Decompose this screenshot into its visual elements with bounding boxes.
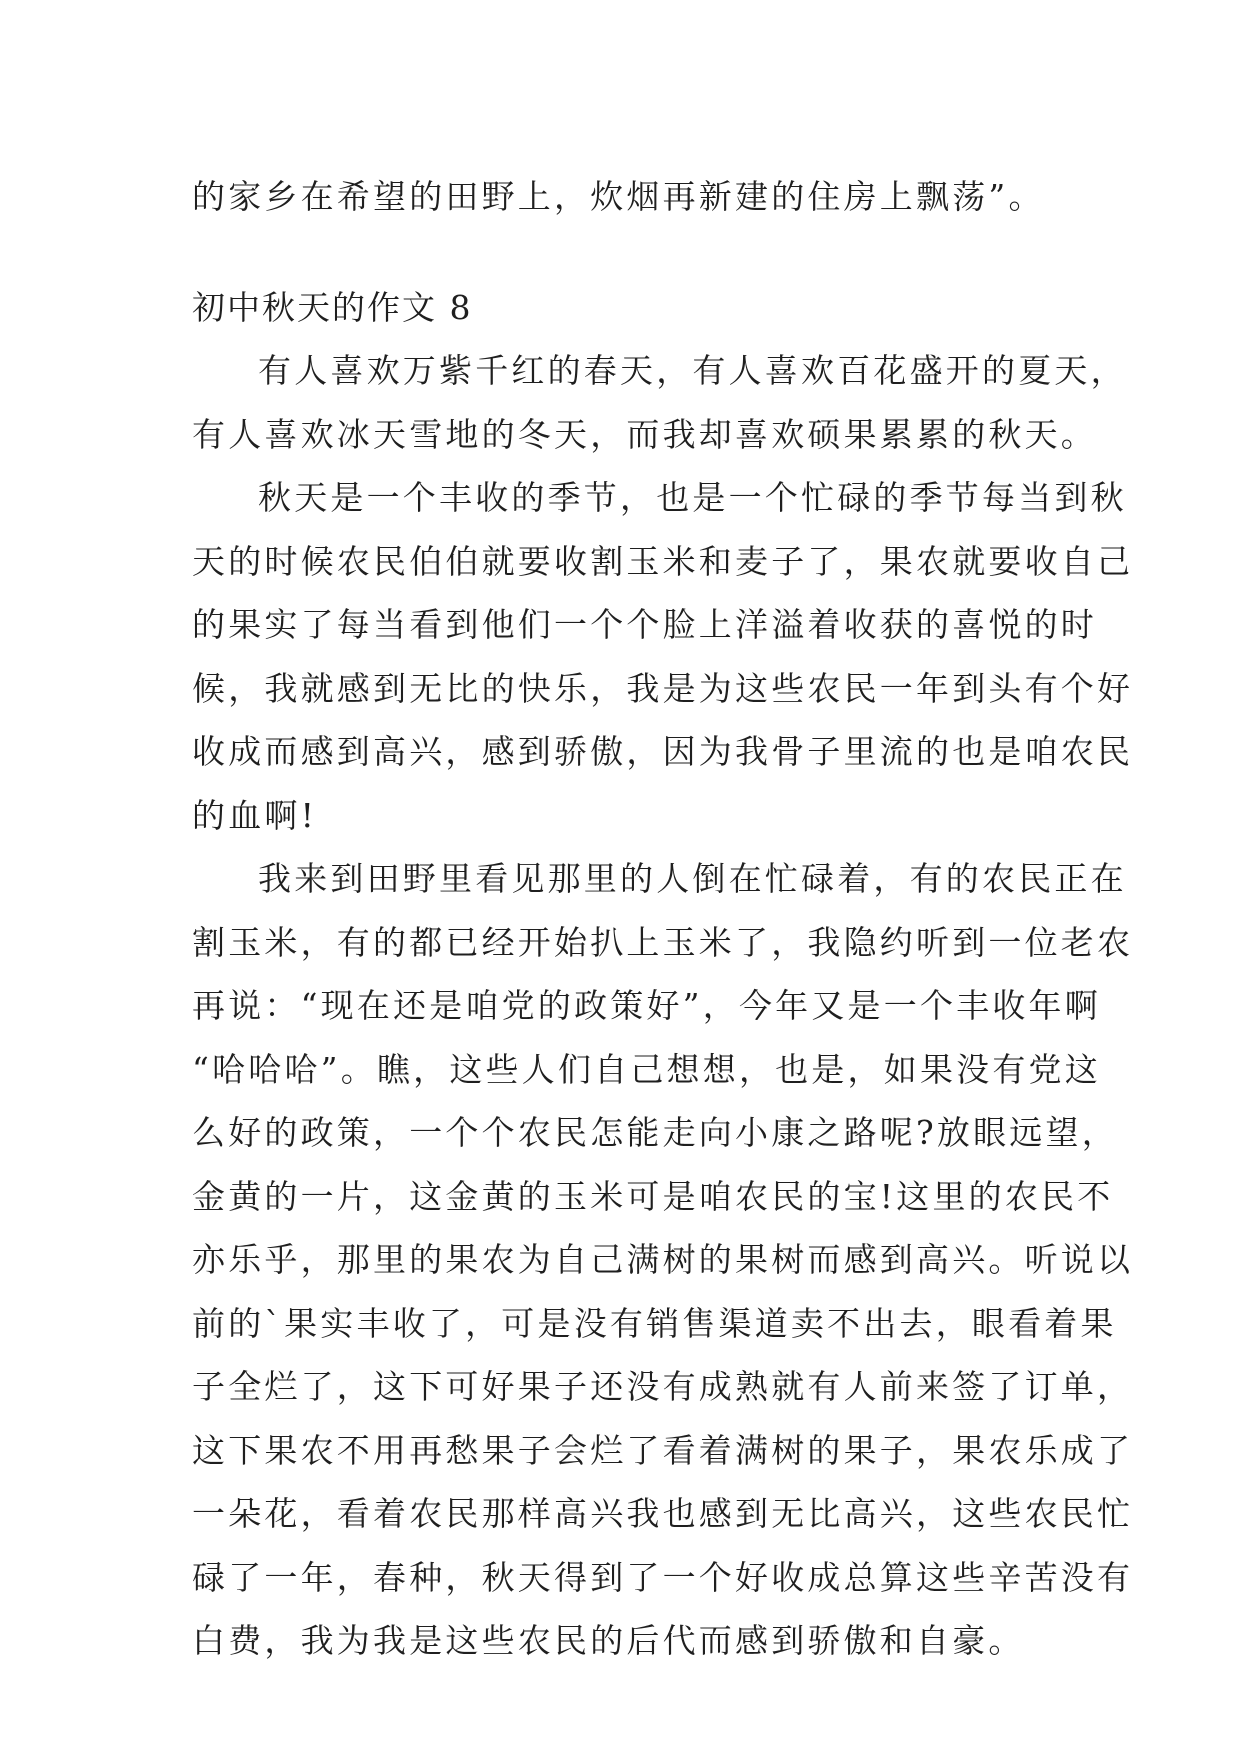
text-line: 候，我就感到无比的快乐，我是为这些农民一年到头有个好: [192, 668, 1134, 708]
text-line: 前的`果实丰收了，可是没有销售渠道卖不出去，眼看着果: [192, 1303, 1117, 1343]
text-line: 秋天是一个丰收的季节，也是一个忙碌的季节每当到秋: [258, 478, 1127, 517]
text-line: 我来到田野里看见那里的人倒在忙碌着，有的农民正在: [258, 859, 1127, 898]
text-line: 割玉米，有的都已经开始扒上玉米了，我隐约听到一位老农: [192, 922, 1134, 962]
text-line: 再说：“现在还是咱党的政策好”，今年又是一个丰收年啊: [192, 986, 1101, 1025]
essay-title: 初中秋天的作文 8: [192, 287, 473, 327]
text-line: 有人喜欢万紫千红的春天，有人喜欢百花盛开的夏天，: [258, 351, 1127, 390]
paragraph-3: [192, 847, 1134, 1673]
text-line: 天的时候农民伯伯就要收割玉米和麦子了，果农就要收自己: [192, 541, 1134, 581]
paragraph-1: [192, 339, 1127, 466]
text-line: 一朵花，看着农民那样高兴我也感到无比高兴，这些农民忙: [192, 1494, 1134, 1533]
text-line: 的果实了每当看到他们一个个脸上洋溢着收获的喜悦的时: [192, 605, 1097, 644]
text-line: 金黄的一片，这金黄的玉米可是咱农民的宝!这里的农民不: [192, 1176, 1114, 1216]
text-line: 白费，我为我是这些农民的后代而感到骄傲和自豪。: [192, 1621, 1025, 1660]
paragraph-gap: [192, 229, 1052, 276]
text-line: 碌了一年，春种，秋天得到了一个好收成总算这些辛苦没有: [192, 1557, 1134, 1597]
text-line: “哈哈哈”。瞧，这些人们自己想想，也是，如果没有党这: [192, 1049, 1101, 1089]
text-line: 的血啊!: [192, 795, 318, 835]
text-line: 有人喜欢冰天雪地的冬天，而我却喜欢硕果累累的秋天。: [192, 414, 1097, 454]
text-line: 子全烂了，这下可好果子还没有成熟就有人前来签了订单，: [192, 1367, 1134, 1406]
document-body: [192, 165, 1134, 1673]
paragraph-2: [192, 466, 1134, 847]
text-line: 这下果农不用再愁果子会烂了看着满树的果子，果农乐成了: [192, 1430, 1134, 1470]
intro-paragraph: [192, 165, 1052, 229]
text-line: 的家乡在希望的田野上，炊烟再新建的住房上飘荡”。: [192, 177, 1045, 216]
text-line: 亦乐乎，那里的果农为自己满树的果树而感到高兴。听说以: [192, 1240, 1134, 1279]
text-line: 么好的政策，一个个农民怎能走向小康之路呢?放眼远望，: [192, 1113, 1118, 1152]
text-line: 收成而感到高兴，感到骄傲，因为我骨子里流的也是咱农民: [192, 732, 1134, 771]
